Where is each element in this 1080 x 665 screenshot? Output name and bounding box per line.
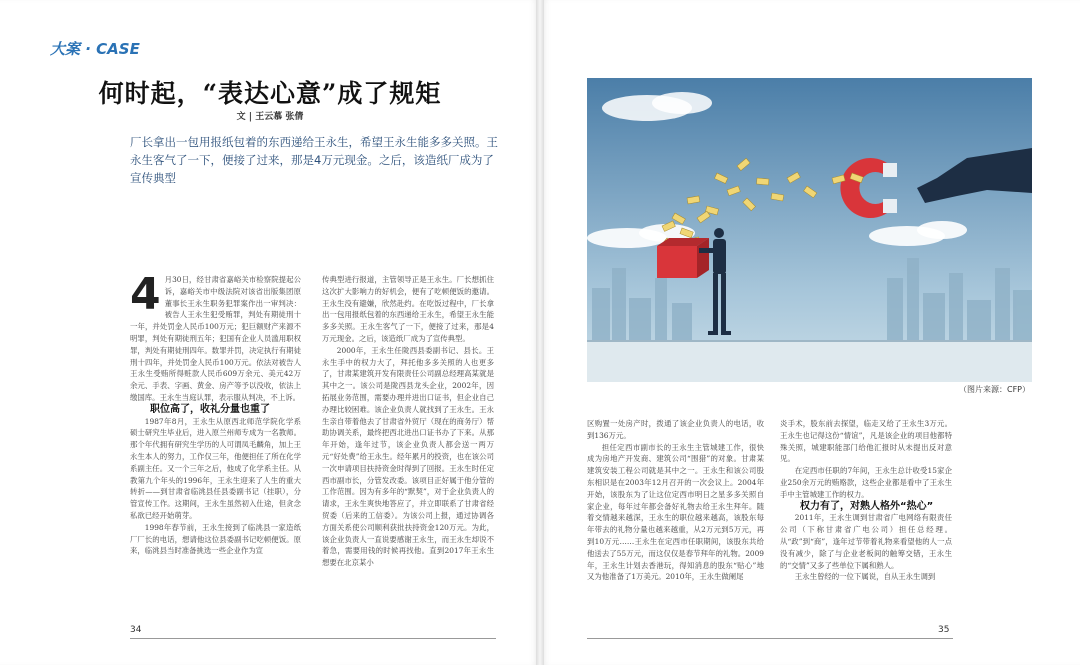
left-column-1	[130, 269, 301, 557]
magnet-money-illustration	[587, 78, 1032, 382]
paragraph: 王永生曾经的一位下属说，自从王永生调到	[794, 572, 936, 582]
left-column-2	[322, 274, 494, 569]
paragraph: 2011年，王永生调到甘肃省广电网络有限责任公司（下称甘肃省广电公司）担任总经理。从“政”到“商”，逢年过节带着礼物来看望他的人一点没有减少，除了与企业老板间的触筹交错，王永生的“交情”又多了些单位下属和熟人。	[780, 513, 952, 570]
paragraph: 区购置一处房产时，拨通了该企业负责人的电话，收到136万元。	[587, 419, 764, 440]
article-title: 何时起，“表达心意”成了规矩	[98, 79, 442, 108]
page-number-left: 34	[130, 625, 142, 635]
paragraph: 1987年8月，王永生从原西北师范学院化学系硕士研究生毕业后，进入原兰州师专成为一名教师。那个年代拥有研究生学历的人可谓凤毛麟角，加上王永生本人的努力，工作仅三年，他便担任了所在化学系副主任。又一个三年之后，他成了化学系主任。从教第九个年头的1996年，王永生迎来了人生的重大转折——到甘肃省临洮县任县委副书记（挂职），分管宣传工作。这期间，王永生虽然初入仕途，但贪念私欲已经开始萌芽。	[130, 416, 301, 520]
paragraph: 2000年，王永生任陇西县委副书记、县长。王永生手中的权力大了，拜托他多多关照的人也更多了，甘肃某建筑开发有限责任公司副总经理高某就是其中之一。该公司是陇西县龙头企业，2002年，因拓展业务范围，需要办理并进出口证书，但企业自己办理比较困难。该企业负责人就找到了王永生。王永生亲自带着他去了甘肃省外贸厅（现在的商务厅）帮助协调关系，最终把西北进出口证书办了下来。从那年开始，逢年过节，该企业负责人都会送一两万元“好处费”给王永生。经年累月的投资，也在该公司一次申请项目扶持资金时得到了回报。王永生时任定西市副市长，分管发改委。该项目正好属于他分管的工作范围。因为有多年的“默契”，对于企业负责人的请求，王永生爽快地答应了，并立即联系了甘肃省经贸委（后来的工信委）。为该公司上报，通过协调各方面关系使公司顺利获批扶持资金120万元。为此，该企业负责人一直说要感谢王永生，而王永生却说不着急，需要用钱的时候再找他。直到2017年王永生想要在北京某小	[322, 345, 494, 568]
article-byline: 文 | 王云慕 张倩	[236, 112, 304, 122]
paragraph: 担任定西市副市长的王永生主管城建工作，很快成为房地产开发商、建筑公司“围猎”的对象。甘肃某建筑安装工程公司就是其中之一。王永生和该公司股东相识是在2003年12月召开的一次会议上。2004年开始，该股东为了让这位定西市明日之星多多关照自家企业，每年过年都会备好礼物去给王永生拜年。随着交情越来越深，王永生的职位越来越高，该股东每年带去的礼物分量也越来越重，从2万元到5万元，再到10万元……王永生在定西市任职期间，该股东共给他送去了55万元，而这仅仅是春节拜年的礼物。2009年，王永生计划去香港玩，得知消息的股东“贴心”地又为他准备了1万美元。2010年，王永生做阑尾	[587, 442, 764, 582]
right-column-1	[587, 418, 764, 583]
paragraph: 炎手术，股东前去探望，临走又给了王永生3万元。王永生也记得这份“情谊”，凡是该企业的项目他都特殊关照，城建职能部门给他汇报时从未提出反对意见。	[780, 419, 952, 464]
subheading: 权力有了，对熟人格外“热心”	[800, 500, 934, 512]
footer-rule-left	[130, 638, 496, 639]
right-column-2	[780, 418, 952, 583]
section-tag: 大案 · CASE	[50, 40, 140, 58]
page-number-right: 35	[938, 625, 950, 635]
subheading: 职位高了，收礼分量也重了	[150, 403, 270, 415]
paragraph: 传典型进行报道，主管领导正是王永生。厂长想抓住这次扩大影响力的好机会，便有了吃顿便饭的邀请。王永生没有避嫌，欣然赴约。在吃饭过程中，厂长拿出一包用报纸包着的东西递给王永生，希望王永生能多多关照。王永生客气了一下，便接了过来，那是4万元现金。之后，该造纸厂成为了宣传典型。	[322, 275, 494, 343]
drop-cap: 4	[130, 269, 161, 320]
footer-rule-right	[587, 638, 953, 639]
paragraph: 月30日，经甘肃省嘉峪关市检察院提起公诉，嘉峪关市中级法院对该省出版集团原董事长王永生职务犯罪案作出一审判决：被告人王永生犯受贿罪，判处有期徒刑十一年，并处罚金人民币100万元；犯巨额财产来源不明罪，判处有期徒刑五年；犯国有企业人员滥用职权罪，判处有期徒刑四年。数罪并罚，决定执行有期徒刑十四年，并处罚金人民币100万元。依法对被告人王永生受贿所得赃款人民币609万余元、美元42万余元、手表、字画、黄金、房产等予以没收，依法上缴国库。王永生当庭认罪，表示服从判决，不上诉。	[130, 275, 301, 402]
paragraph: 在定西市任职的7年间，王永生总计收受15家企业250余万元的贿赂款，这些企业都是看中了王永生手中主管城建工作的权力。	[780, 466, 952, 499]
image-credit: （图片来源：CFP）	[958, 385, 1030, 394]
article-lead: 厂长拿出一包用报纸包着的东西递给王永生，希望王永生能多多关照。王永生客气了一下，便接了过来，那是4万元现金。之后，该造纸厂成为了宣传典型	[130, 135, 498, 185]
paragraph: 1998年春节前，王永生接到了临洮县一家造纸厂厂长的电话，想请他这位县委副书记吃顿便饭。原来，临洮县当时准备挑选一些企业作为宣	[130, 522, 301, 556]
